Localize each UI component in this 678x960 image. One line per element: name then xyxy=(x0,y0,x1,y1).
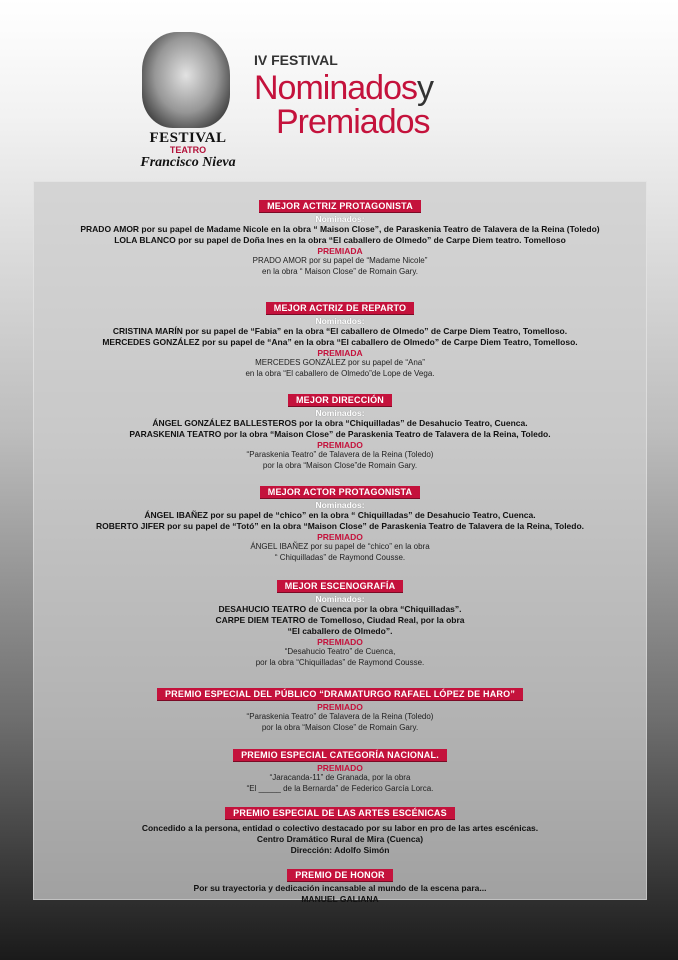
nominados-label: Nominados: xyxy=(315,594,365,604)
section-premio-especial-publico xyxy=(34,684,646,733)
nominee-line: MERCEDES GONZÁLEZ por su papel de “Ana” en la obra “El caballero de Olmedo” de Carpe Diem Teatro, Tomelloso. xyxy=(102,337,578,347)
description-line: Concedido a la persona, entidad o colectivo destacado por su labor en pro de las artes escénicas. xyxy=(141,823,539,833)
nominee-line: ÁNGEL GONZÁLEZ BALLESTEROS por la obra “Chiquilladas” de Desahucio Teatro, Cuenca. xyxy=(152,418,528,428)
festival-edition: IV FESTIVAL xyxy=(254,52,338,68)
section-banner: MEJOR ACTRIZ PROTAGONISTA xyxy=(259,200,421,213)
winner-line: en la obra “El caballero de Olmedo”de Lope de Vega. xyxy=(245,368,435,378)
winner-line: PRADO AMOR por su papel de “Madame Nicole” xyxy=(252,256,428,265)
nominados-label: Nominados: xyxy=(315,214,365,224)
page-title-line1 xyxy=(254,70,433,106)
winner-line: por la obra “Chiquilladas” de Raymond Cousse. xyxy=(255,657,425,667)
section-banner: MEJOR ACTOR PROTAGONISTA xyxy=(260,486,420,499)
nominee-line: ROBERTO JIFER por su papel de “Totó” en la obra “Maison Close” de Paraskenia Teatro de Talavera de la Reina, Toledo. xyxy=(95,521,585,531)
section-mejor-actriz-protagonista xyxy=(34,196,646,277)
awards-panel xyxy=(33,181,647,904)
premiado-label: PREMIADO xyxy=(317,763,363,773)
section-premio-especial-nacional xyxy=(34,745,646,794)
section-banner: MEJOR ESCENOGRAFÍA xyxy=(277,580,404,593)
winner-line: en la obra “ Maison Close” de Romain Gary. xyxy=(262,266,418,276)
winner-line: por la obra “Maison Close”de Romain Gary. xyxy=(262,460,418,470)
section-mejor-actor-protagonista xyxy=(34,482,646,563)
nominee-line: PRADO AMOR por su papel de Madame Nicole en la obra “ Maison Close”, de Paraskenia Teatro de Talavera de la Reina (Toledo) xyxy=(80,224,600,234)
nominee-line: “El caballero de Olmedo”. xyxy=(287,626,393,636)
section-banner: PREMIO ESPECIAL DEL PÚBLICO “DRAMATURGO RAFAEL LÓPEZ DE HARO” xyxy=(157,688,523,701)
premiado-label: PREMIADO xyxy=(317,440,363,450)
logo-teatro-text: TEATRO xyxy=(169,145,207,155)
premiado-label: PREMIADO xyxy=(317,702,363,712)
title-nominados: Nominados xyxy=(254,69,417,107)
winner-line: “El _____ de la Bernarda” de Federico García Lorca. xyxy=(246,783,434,793)
description-line: Por su trayectoria y dedicación incansable al mundo de la escena para... xyxy=(193,883,487,893)
festival-logo xyxy=(138,32,238,174)
winner-line: por la obra “Maison Close” de Romain Gary. xyxy=(261,722,419,732)
director-line: Dirección: Adolfo Simón xyxy=(290,845,390,855)
winner-line: ÁNGEL IBAÑEZ por su papel de “chico” en la obra xyxy=(250,542,430,551)
recipient-line: MANUEL GALIANA xyxy=(301,894,379,904)
nominee-line: PARASKENIA TEATRO por la obra “Maison Close” de Paraskenia Teatro de Talavera de la Reina, Toledo. xyxy=(129,429,551,439)
premiada-label: PREMIADA xyxy=(317,348,363,358)
section-mejor-actriz-reparto xyxy=(34,298,646,379)
section-banner: PREMIO DE HONOR xyxy=(287,869,393,882)
page-title-line2: Premiados xyxy=(276,103,430,141)
section-premio-artes-escenicas xyxy=(34,803,646,856)
winner-line: “Paraskenia Teatro” de Talavera de la Reina (Toledo) xyxy=(246,712,434,721)
section-mejor-escenografia xyxy=(34,576,646,668)
nominee-line: CRISTINA MARÍN por su papel de “Fabia” en la obra “El caballero de Olmedo” de Carpe Diem Teatro, Tomelloso. xyxy=(112,326,568,336)
winner-line: “Jaracanda-11” de Granada, por la obra xyxy=(269,773,411,782)
premiado-label: PREMIADO xyxy=(317,532,363,542)
winner-line: “Paraskenia Teatro” de Talavera de la Reina (Toledo) xyxy=(246,450,434,459)
logo-festival-text: FESTIVAL xyxy=(149,130,227,146)
nominados-label: Nominados: xyxy=(315,500,365,510)
section-banner: MEJOR ACTRIZ DE REPARTO xyxy=(266,302,414,315)
nominados-label: Nominados: xyxy=(315,408,365,418)
section-premio-de-honor xyxy=(34,865,646,905)
premiado-label: PREMIADO xyxy=(317,637,363,647)
winner-line: “ Chiquilladas” de Raymond Cousse. xyxy=(274,552,406,562)
nominee-line: LOLA BLANCO por su papel de Doña Ines en la obra “El caballero de Olmedo” de Carpe Diem teatro. Tomelloso xyxy=(114,235,566,245)
winner-line: “Desahucio Teatro” de Cuenca, xyxy=(284,647,396,656)
recipient-line: Centro Dramático Rural de Mira (Cuenca) xyxy=(256,834,424,844)
winner-line: MERCEDES GONZÁLEZ por su papel de “Ana” xyxy=(255,358,425,367)
section-banner: PREMIO ESPECIAL DE LAS ARTES ESCÉNICAS xyxy=(225,807,455,820)
title-y: y xyxy=(416,69,433,107)
portrait-image xyxy=(142,32,230,128)
nominee-line: CARPE DIEM TEATRO de Tomelloso, Ciudad Real, por la obra xyxy=(215,615,465,625)
nominados-label: Nominados: xyxy=(315,316,365,326)
section-banner: PREMIO ESPECIAL CATEGORÍA NACIONAL. xyxy=(233,749,447,762)
nominee-line: DESAHUCIO TEATRO de Cuenca por la obra “Chiquilladas”. xyxy=(218,604,462,614)
section-mejor-direccion xyxy=(34,390,646,471)
logo-name-text: Francisco Nieva xyxy=(140,155,236,170)
premiada-label: PREMIADA xyxy=(317,246,363,256)
section-banner: MEJOR DIRECCIÓN xyxy=(288,394,392,407)
nominee-line: ÁNGEL IBAÑEZ por su papel de “chico” en la obra “ Chiquilladas” de Desahucio Teatro, Cuenca. xyxy=(144,510,536,520)
